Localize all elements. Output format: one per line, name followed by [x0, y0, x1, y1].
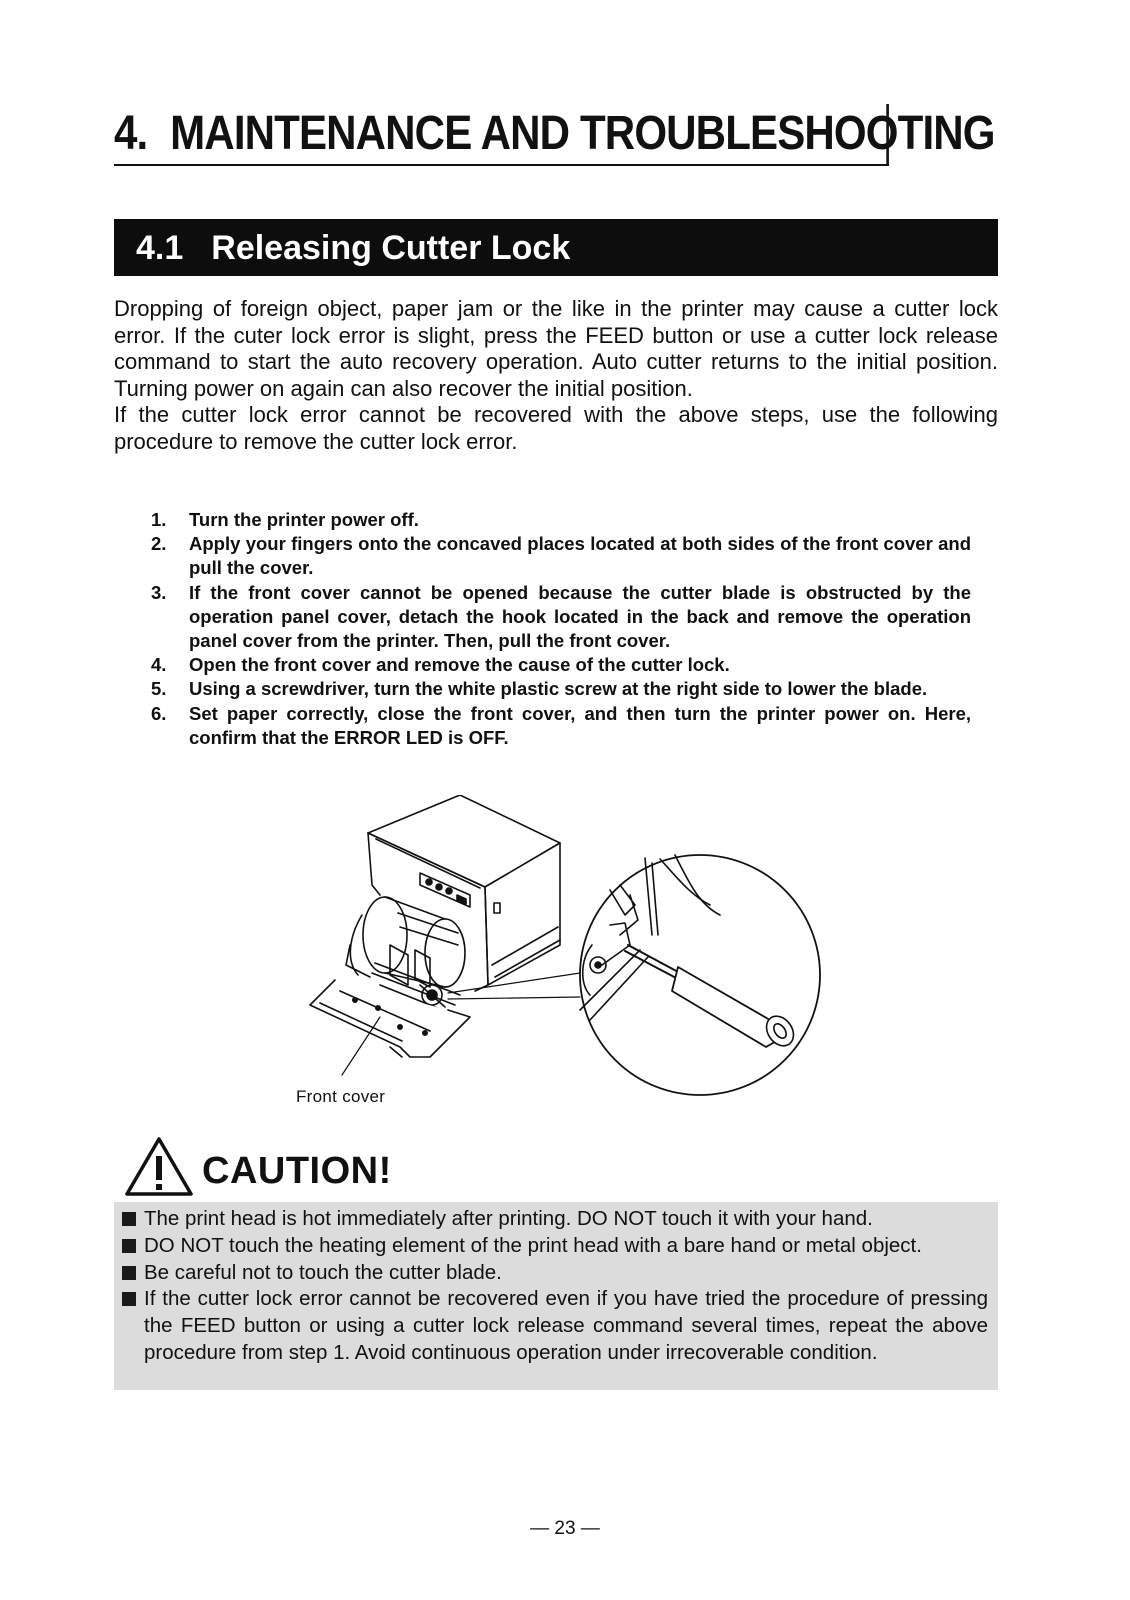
- step-number: 3.: [151, 581, 167, 603]
- caution-item: [122, 1233, 988, 1260]
- intro-paragraph: If the cutter lock error cannot be recovered with the above steps, use the following procedure to remove the cutter lock error.: [114, 402, 998, 454]
- caution-text: Be careful not to touch the cutter blade.: [144, 1260, 502, 1284]
- step-item: [151, 677, 971, 701]
- chapter-title: [114, 104, 995, 166]
- bullet-square-icon: [122, 1212, 136, 1226]
- step-number: 1.: [151, 509, 167, 530]
- step-item: [151, 508, 971, 532]
- page-number: — 23 —: [530, 1518, 600, 1539]
- chapter-number: 4.: [114, 107, 148, 160]
- procedure-steps: [151, 508, 971, 750]
- step-text: Using a screwdriver, turn the white plastic screw at the right side to lower the blade.: [189, 678, 928, 700]
- caution-box: [114, 1202, 998, 1390]
- chapter-title-text: MAINTENANCE AND TROUBLESHOOTING: [170, 107, 995, 160]
- step-text: Open the front cover and remove the cause of the cutter lock.: [189, 654, 730, 676]
- step-item: [151, 532, 971, 580]
- caution-item: [122, 1286, 988, 1366]
- bullet-square-icon: [122, 1292, 136, 1306]
- step-text: If the front cover cannot be opened because the cutter blade is obstructed by the operation panel cover, detach the hook located in the back and remove the operation panel cover from the printer. Then, pull the front cover.: [189, 581, 971, 652]
- bullet-square-icon: [122, 1239, 136, 1253]
- caution-item: [122, 1260, 988, 1287]
- step-number: 2.: [151, 533, 167, 555]
- bullet-square-icon: [122, 1266, 136, 1280]
- caution-text: If the cutter lock error cannot be recovered even if you have tried the procedure of pressing the FEED button or using a cutter lock release command several times, repeat the above procedure from step 1. Avoid continuous operation under irrecoverable condition.: [144, 1287, 988, 1364]
- caution-text: DO NOT touch the heating element of the print head with a bare hand or metal object.: [144, 1233, 922, 1257]
- figure-label: Front cover: [296, 1087, 386, 1106]
- warning-triangle-icon: [124, 1136, 194, 1198]
- caution-item: [122, 1206, 988, 1233]
- step-number: 6.: [151, 702, 167, 724]
- step-item: [151, 702, 971, 750]
- intro-paragraph: Dropping of foreign object, paper jam or the like in the printer may cause a cutter lock error. If the cuter lock error is slight, press the FEED button or use a cutter lock release command to start the auto recovery operation. Auto cutter returns to the initial position. Turning power on again can also recover the initial position.: [114, 296, 998, 401]
- section-number: 4.1: [136, 229, 184, 267]
- step-text: Apply your fingers onto the concaved places located at both sides of the front cover and pull the cover.: [189, 533, 971, 579]
- step-item: [151, 653, 971, 677]
- intro-text: [114, 296, 998, 456]
- step-number: 4.: [151, 654, 167, 676]
- section-heading: [114, 219, 998, 276]
- caution-list: [122, 1206, 988, 1367]
- printer-open-cover-illustration: [280, 795, 850, 1125]
- section-title: Releasing Cutter Lock: [211, 229, 571, 267]
- caution-heading: [124, 1136, 524, 1202]
- caution-title: CAUTION!: [202, 1150, 392, 1192]
- caution-text: The print head is hot immediately after printing. DO NOT touch it with your hand.: [144, 1207, 873, 1230]
- step-number: 5.: [151, 678, 167, 700]
- step-item: [151, 581, 971, 654]
- step-text: Turn the printer power off.: [189, 509, 419, 530]
- step-text: Set paper correctly, close the front cover, and then turn the printer power on. Here, confirm that the ERROR LED is OFF.: [189, 702, 971, 748]
